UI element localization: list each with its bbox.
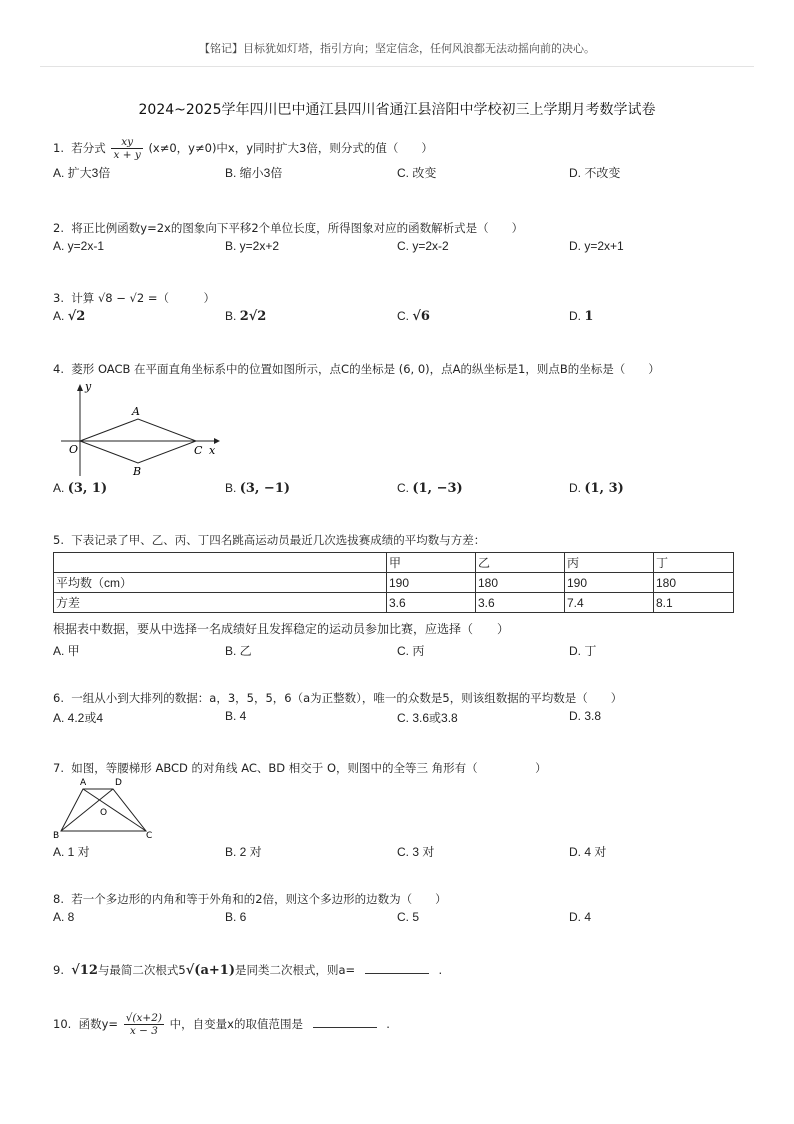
question-1 (53, 136, 743, 182)
question-number: 9. (53, 963, 64, 977)
label-A: A (80, 778, 87, 788)
question-4-options (53, 478, 743, 499)
trapezoid-figure (53, 776, 163, 842)
radical-expression: √(a+1) (185, 963, 235, 978)
question-2 (53, 220, 743, 257)
label-A: A (132, 405, 140, 418)
label-O: O (69, 443, 79, 456)
option-c[interactable]: C. 丙 (397, 644, 425, 658)
table-row (54, 573, 734, 593)
table-cell: 190 (565, 573, 654, 593)
option-a[interactable]: A. 1 对 (53, 845, 90, 859)
option-d[interactable]: D. 4 (569, 910, 592, 924)
option-c[interactable]: C. 3 对 (397, 845, 435, 859)
question-9 (53, 962, 743, 979)
question-stem (53, 136, 743, 161)
stem-text: . (438, 963, 443, 977)
table-header-cell (54, 553, 387, 573)
question-7-options (53, 840, 743, 861)
stem-text: 下表记录了甲、乙、丙、丁四名跳高运动员最近几次选拔赛成绩的平均数与方差： (71, 533, 486, 547)
option-a[interactable]: A. 8 (53, 910, 75, 924)
label-C: C (146, 831, 153, 841)
option-d[interactable]: D. 不改变 (569, 166, 621, 180)
question-stem (53, 891, 743, 907)
question-number: 4. (53, 362, 64, 376)
scores-table (53, 552, 734, 613)
question-8 (53, 891, 743, 928)
label-x: x (209, 444, 216, 457)
table-cell: 180 (476, 573, 565, 593)
table-cell: 180 (654, 573, 734, 593)
question-stem (53, 760, 743, 776)
question-stem (53, 690, 743, 706)
table-cell: 7.4 (565, 593, 654, 613)
y-axis-arrow-icon (77, 384, 83, 391)
option-a[interactable]: A. y=2x-1 (53, 239, 105, 253)
page-title: 2024~2025学年四川巴中通江县四川省通江县涪阳中学校初三上学期月考数学试卷 (138, 102, 656, 118)
stem-text: 如图，等腰梯形 ABCD 的对角线 AC、BD 相交于 O，则图中的全等三 角形有（ ） (71, 761, 547, 775)
option-d[interactable]: D. (1, 3) (569, 481, 624, 496)
question-number: 1. (53, 141, 64, 155)
table-cell: 平均数（cm） (54, 573, 387, 593)
table-row (54, 593, 734, 613)
table-header-cell: 乙 (476, 553, 565, 573)
option-a[interactable]: A. 扩大3倍 (53, 166, 111, 180)
table-cell: 8.1 (654, 593, 734, 613)
question-5-followup: 根据表中数据，要从中选择一名成绩好且发挥稳定的运动员参加比赛，应选择（ ） (53, 622, 510, 636)
label-B: B (133, 465, 142, 478)
option-b[interactable]: B. 2√2 (225, 309, 267, 324)
option-c[interactable]: C. √6 (397, 309, 430, 324)
option-d[interactable]: D. 4 对 (569, 845, 607, 859)
diagonal-AC (83, 789, 146, 831)
option-c[interactable]: C. 5 (397, 910, 420, 924)
option-b[interactable]: B. 缩小3倍 (225, 166, 283, 180)
stem-text: 函数y= (78, 1017, 119, 1031)
table-header-cell: 甲 (387, 553, 476, 573)
label-D: D (115, 778, 122, 788)
stem-text: 是同类二次根式，则a= (234, 963, 356, 977)
question-stem (53, 962, 743, 979)
question-number: 2. (53, 221, 64, 235)
stem-text: 将正比例函数y=2x的图象向下平移2个单位长度，所得图象对应的函数解析式是（ ） (71, 221, 524, 235)
radical-expression: √12 (71, 963, 98, 978)
table-header-cell: 丙 (565, 553, 654, 573)
question-10 (53, 1012, 743, 1037)
option-c[interactable]: C. 3.6或3.8 (397, 711, 458, 725)
table-header-row (54, 553, 734, 573)
question-stem (53, 361, 743, 377)
label-C: C (194, 444, 203, 457)
question-number: 5. (53, 533, 64, 547)
question-stem (53, 532, 743, 548)
option-a[interactable]: A. √2 (53, 309, 86, 324)
stem-text: 计算 √8 − √2 =（ ） (71, 291, 215, 305)
question-number: 8. (53, 892, 64, 906)
option-a[interactable]: A. (3, 1) (53, 481, 108, 496)
option-d[interactable]: D. y=2x+1 (569, 239, 624, 253)
rhombus-figure (53, 378, 233, 478)
fraction-numerator: xy (111, 136, 142, 149)
question-number: 10. (53, 1017, 72, 1031)
question-number: 7. (53, 761, 64, 775)
options-row (53, 164, 743, 182)
options-row (53, 642, 743, 660)
question-6 (53, 690, 743, 727)
stem-text: 若分式 (71, 141, 106, 155)
option-c[interactable]: C. y=2x-2 (397, 239, 449, 253)
stem-text: 菱形 OACB 在平面直角坐标系中的位置如图所示，点C的坐标是 (6, 0)，点A的纵坐标是1，则点B的坐标是（ ） (71, 362, 660, 376)
options-row (53, 910, 743, 928)
fraction (111, 136, 142, 161)
stem-text: 与最简二次根式5 (97, 963, 186, 977)
label-y: y (85, 380, 92, 393)
fraction-denominator: x − 3 (129, 1025, 158, 1037)
label-B: B (53, 831, 60, 841)
question-stem (53, 220, 743, 236)
question-7 (53, 760, 743, 776)
table-cell: 190 (387, 573, 476, 593)
question-number: 3. (53, 291, 64, 305)
option-c[interactable]: C. (1, −3) (397, 481, 463, 496)
table-cell: 3.6 (387, 593, 476, 613)
table-header-cell: 丁 (654, 553, 734, 573)
question-3 (53, 290, 743, 327)
question-stem (53, 290, 743, 306)
option-b[interactable]: B. 6 (225, 910, 247, 924)
label-O: O (100, 808, 108, 818)
options-row (53, 709, 743, 727)
stem-text: (x≠0，y≠0)中x，y同时扩大3倍，则分式的值（ ） (148, 141, 433, 155)
table-cell: 方差 (54, 593, 387, 613)
option-a[interactable]: A. 4.2或4 (53, 711, 104, 725)
question-5 (53, 532, 743, 548)
answer-blank[interactable] (313, 1017, 377, 1028)
option-b[interactable]: B. y=2x+2 (225, 239, 280, 253)
header-divider (40, 66, 754, 67)
header-motto: 【铭记】目标犹如灯塔，指引方向；坚定信念，任何风浪都无法动摇向前的决心。 (199, 42, 595, 55)
stem-text: . (386, 1017, 390, 1031)
options-row (53, 309, 743, 327)
question-stem (53, 1012, 743, 1037)
stem-text: 若一个多边形的内角和等于外角和的2倍，则这个多边形的边数为（ ） (71, 892, 447, 906)
options-row (53, 239, 743, 257)
table-cell: 3.6 (476, 593, 565, 613)
question-4 (53, 361, 743, 377)
question-number: 6. (53, 691, 64, 705)
question-5-options (53, 639, 743, 660)
fraction (124, 1012, 164, 1037)
options-row (53, 481, 743, 499)
fraction-numerator: √(x+2) (125, 1012, 163, 1024)
options-row (53, 843, 743, 861)
stem-text: 中，自变量x的取值范围是 (169, 1017, 303, 1031)
option-b[interactable]: B. (3, −1) (225, 481, 291, 496)
option-b[interactable]: B. 4 (225, 709, 247, 723)
option-d[interactable]: D. 丁 (569, 644, 597, 658)
option-d[interactable]: D. 3.8 (569, 709, 602, 723)
answer-blank[interactable] (365, 963, 429, 974)
fraction-denominator: x + y (113, 149, 141, 161)
stem-text: 一组从小到大排列的数据：a，3，5，5，6（a为正整数），唯一的众数是5，则该组数据的平均数是（ ） (71, 691, 623, 705)
option-c[interactable]: C. 改变 (397, 166, 437, 180)
option-a[interactable]: A. 甲 (53, 644, 80, 658)
option-b[interactable]: B. 乙 (225, 644, 252, 658)
option-b[interactable]: B. 2 对 (225, 845, 262, 859)
option-d[interactable]: D. 1 (569, 309, 594, 324)
